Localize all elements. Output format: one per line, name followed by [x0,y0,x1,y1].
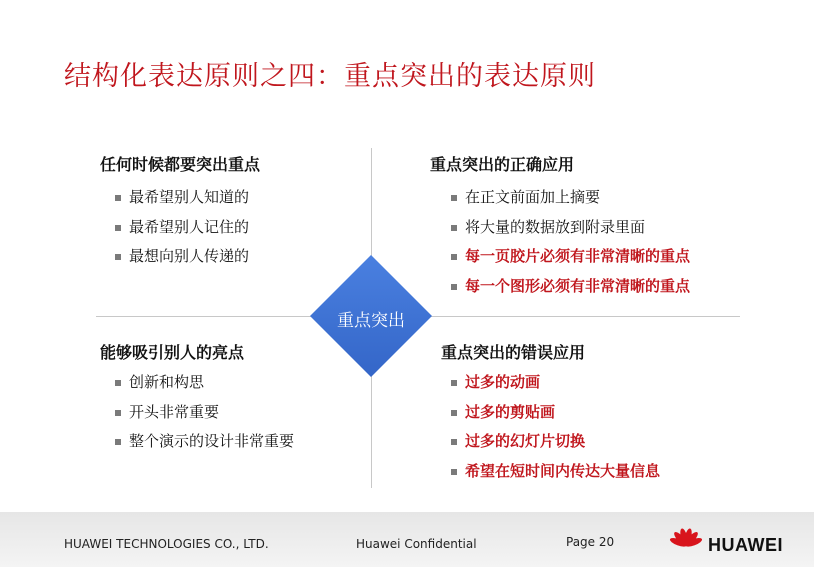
list-item-text: 每一个图形必须有非常清晰的重点 [465,276,691,295]
quadrant-heading-bottom-right: 重点突出的错误应用 [441,343,586,362]
brand-wordmark: HUAWEI [708,535,783,555]
list-item [451,276,690,306]
list-item-text: 过多的剪贴画 [465,402,556,421]
list-item-text: 希望在短时间内传达大量信息 [465,461,661,480]
quadrant-list-top-right [451,187,690,305]
slide-title: 结构化表达原则之四：重点突出的表达原则 [64,61,596,92]
list-item [451,217,690,247]
square-bullet-icon [451,410,457,416]
list-item-text: 最希望别人记住的 [129,217,250,236]
square-bullet-icon [451,284,457,290]
quadrant-heading-top-left: 任何时候都要突出重点 [100,155,261,174]
list-item-text: 过多的动画 [465,373,541,391]
list-item [115,217,249,247]
list-item [451,461,660,491]
list-item-text: 整个演示的设计非常重要 [129,432,295,450]
list-item-text: 每一页胶片必须有非常清晰的重点 [465,247,691,265]
square-bullet-icon [115,380,121,386]
list-item [451,402,660,432]
list-item [115,246,249,276]
list-item [451,187,690,217]
square-bullet-icon [115,254,121,260]
quadrant-heading-bottom-left: 能够吸引别人的亮点 [100,343,245,362]
list-item [115,431,294,461]
list-item [115,187,249,217]
quadrant-list-bottom-left [115,372,294,461]
square-bullet-icon [115,439,121,445]
page-number: Page 20 [566,535,615,549]
square-bullet-icon [451,225,457,231]
footer-company: HUAWEI TECHNOLOGIES CO., LTD. [64,537,269,551]
list-item-text: 在正文前面加上摘要 [465,188,601,206]
list-item [115,402,294,432]
list-item-text: 最希望别人知道的 [129,188,250,206]
huawei-logo-icon [668,527,704,559]
square-bullet-icon [115,225,121,231]
list-item [451,431,660,461]
list-item-text: 开头非常重要 [129,402,220,421]
list-item-text: 将大量的数据放到附录里面 [465,217,646,236]
square-bullet-icon [451,469,457,475]
quadrant-list-bottom-right [451,372,660,490]
square-bullet-icon [451,439,457,445]
square-bullet-icon [115,195,121,201]
footer-confidential: Huawei Confidential [356,537,477,551]
quadrant-list-top-left [115,187,249,276]
list-item-text: 创新和构思 [129,373,205,391]
quadrant-heading-top-right: 重点突出的正确应用 [430,155,575,174]
list-item [115,372,294,402]
list-item-text: 过多的幻灯片切换 [465,432,586,450]
square-bullet-icon [451,254,457,260]
list-item [451,246,690,276]
square-bullet-icon [451,380,457,386]
list-item-text: 最想向别人传递的 [129,247,250,265]
center-label: 重点突出 [337,311,405,331]
square-bullet-icon [115,410,121,416]
list-item [451,372,660,402]
square-bullet-icon [451,195,457,201]
